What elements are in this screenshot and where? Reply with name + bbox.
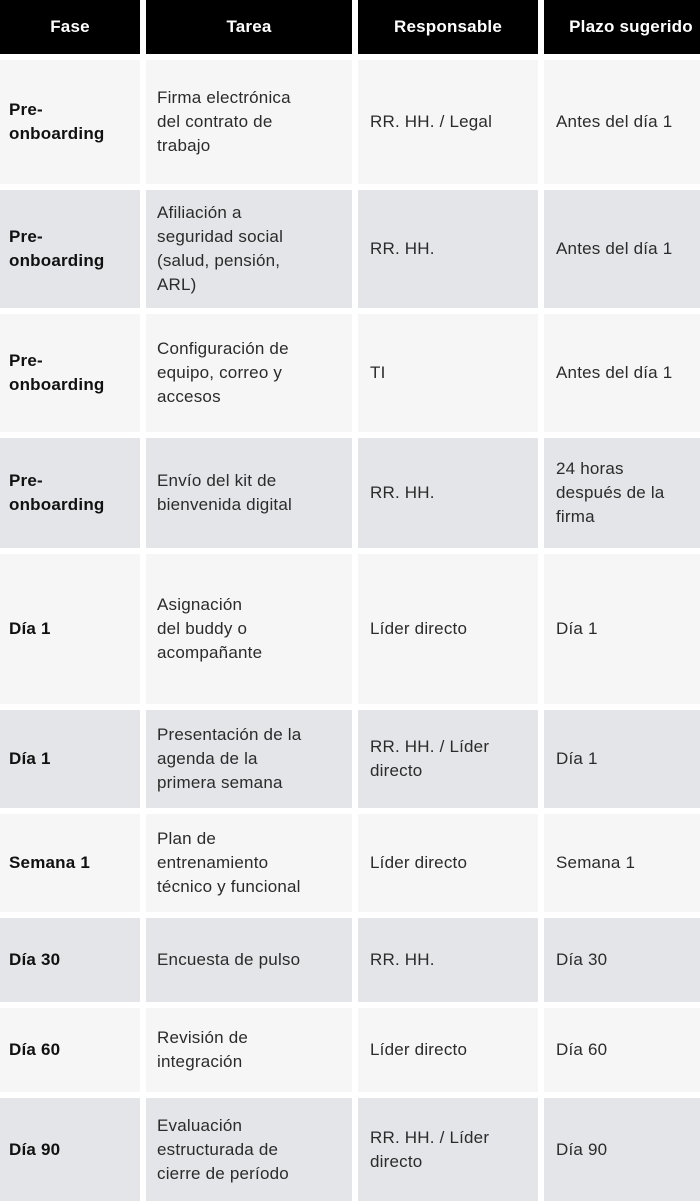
cell-plazo-text: Día 1 <box>556 619 598 638</box>
cell-plazo-text: Antes del día 1 <box>556 112 673 131</box>
cell-responsable-text: RR. HH. <box>370 239 435 258</box>
cell-tarea <box>146 814 352 912</box>
cell-responsable-text: RR. HH. <box>370 950 435 969</box>
cell-fase-text: Pre- onboarding <box>9 100 105 143</box>
cell-fase-text: Pre- onboarding <box>9 471 105 514</box>
cell-plazo-text: Día 30 <box>556 950 608 969</box>
cell-fase-text: Día 1 <box>9 749 51 768</box>
cell-responsable <box>358 190 538 308</box>
cell-responsable-text: RR. HH. <box>370 483 435 502</box>
cell-responsable-text: Líder directo <box>370 853 468 872</box>
cell-fase <box>0 1098 140 1201</box>
cell-tarea <box>146 60 352 184</box>
cell-plazo <box>544 190 700 308</box>
cell-tarea-text: Envío del kit de bienvenida digital <box>157 471 292 514</box>
cell-plazo-text: Antes del día 1 <box>556 363 673 382</box>
cell-responsable <box>358 814 538 912</box>
cell-tarea-text: Asignación del buddy o acompañante <box>157 595 263 662</box>
cell-plazo-text: Día 90 <box>556 1139 608 1159</box>
cell-tarea <box>146 1098 352 1201</box>
cell-tarea-text: Presentación de la agenda de la primera semana <box>157 725 302 792</box>
header-responsable: Responsable <box>358 0 538 54</box>
cell-responsable <box>358 918 538 1002</box>
cell-fase <box>0 60 140 184</box>
cell-fase <box>0 190 140 308</box>
cell-plazo <box>544 918 700 1002</box>
cell-plazo <box>544 554 700 704</box>
cell-responsable <box>358 438 538 548</box>
cell-tarea-text: Plan de entrenamiento técnico y funcional <box>157 829 301 896</box>
cell-tarea-text: Firma electrónica del contrato de trabajo <box>157 88 291 155</box>
cell-fase <box>0 314 140 432</box>
cell-plazo-text: 24 horas después de la firma <box>556 459 665 526</box>
cell-plazo <box>544 710 700 808</box>
cell-plazo-text: Día 1 <box>556 749 598 768</box>
cell-responsable <box>358 710 538 808</box>
cell-plazo-text: Antes del día 1 <box>556 239 673 258</box>
cell-tarea-text: Configuración de equipo, correo y accesos <box>157 339 289 406</box>
header-tarea: Tarea <box>146 0 352 54</box>
header-plazo: Plazo sugerido <box>544 0 700 54</box>
cell-fase <box>0 438 140 548</box>
header-fase: Fase <box>0 0 140 54</box>
cell-fase <box>0 814 140 912</box>
cell-plazo-text: Día 60 <box>556 1040 608 1059</box>
cell-responsable <box>358 1098 538 1201</box>
cell-responsable-text: Líder directo <box>370 1040 468 1059</box>
cell-tarea <box>146 554 352 704</box>
cell-fase-text: Pre- onboarding <box>9 227 105 270</box>
cell-tarea <box>146 190 352 308</box>
cell-tarea-text: Revisión de integración <box>157 1028 249 1071</box>
cell-plazo <box>544 60 700 184</box>
cell-responsable-text: TI <box>370 363 386 382</box>
cell-responsable-text: RR. HH. / Líder directo <box>370 1127 490 1171</box>
cell-fase-text: Día 90 <box>9 1139 61 1159</box>
cell-responsable <box>358 314 538 432</box>
cell-responsable-text: RR. HH. / Líder directo <box>370 737 490 780</box>
cell-responsable-text: Líder directo <box>370 619 468 638</box>
cell-responsable <box>358 1008 538 1092</box>
cell-tarea-text: Encuesta de pulso <box>157 950 301 969</box>
cell-tarea <box>146 918 352 1002</box>
cell-fase <box>0 1008 140 1092</box>
cell-fase <box>0 710 140 808</box>
cell-responsable <box>358 554 538 704</box>
cell-fase-text: Día 1 <box>9 619 51 638</box>
cell-tarea-text: Afiliación a seguridad social (salud, pensión, ARL) <box>157 203 284 294</box>
cell-tarea <box>146 710 352 808</box>
cell-plazo <box>544 438 700 548</box>
cell-plazo <box>544 314 700 432</box>
cell-responsable <box>358 60 538 184</box>
cell-fase <box>0 918 140 1002</box>
cell-plazo-text: Semana 1 <box>556 853 636 872</box>
cell-tarea <box>146 438 352 548</box>
cell-fase-text: Día 60 <box>9 1040 61 1059</box>
cell-fase <box>0 554 140 704</box>
cell-fase-text: Semana 1 <box>9 853 90 872</box>
cell-fase-text: Día 30 <box>9 950 61 969</box>
cell-responsable-text: RR. HH. / Legal <box>370 112 493 131</box>
cell-fase-text: Pre- onboarding <box>9 351 105 394</box>
cell-plazo <box>544 1008 700 1092</box>
cell-plazo <box>544 814 700 912</box>
cell-tarea-text: Evaluación estructurada de cierre de período <box>157 1115 289 1183</box>
cell-tarea <box>146 1008 352 1092</box>
cell-plazo <box>544 1098 700 1201</box>
cell-tarea <box>146 314 352 432</box>
